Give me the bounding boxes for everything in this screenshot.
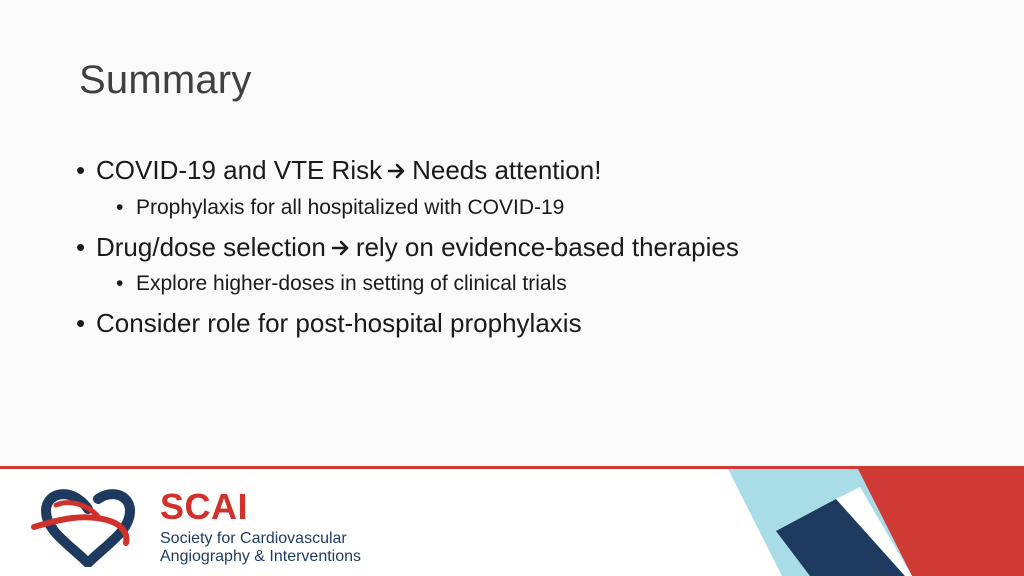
bullet-dot: • — [76, 155, 86, 185]
org-name-line-2: Angiography & Interventions — [160, 548, 362, 565]
bullet-dot: • — [116, 272, 124, 295]
bullet-text-after: Needs attention! — [412, 155, 602, 185]
bullet-text-before: Drug/dose selection — [96, 232, 326, 262]
bullet-text-after: rely on evidence-based therapies — [355, 232, 739, 262]
slide-title: Summary — [79, 58, 252, 102]
bullet-item-3 — [76, 307, 582, 339]
bullet-text-before: COVID-19 and VTE Risk — [96, 155, 383, 185]
bullet-item-2 — [76, 231, 739, 263]
bullet-subitem-1 — [116, 195, 564, 221]
arrow-right-icon — [332, 231, 350, 263]
bullet-dot: • — [76, 308, 86, 338]
brand-name: SCAI — [160, 486, 249, 527]
bullet-subitem-2 — [116, 271, 567, 297]
arrow-right-icon — [388, 154, 406, 186]
bullet-dot: • — [76, 232, 86, 262]
org-name-line-1: Society for Cardiovascular — [160, 530, 347, 547]
decorative-stripes — [0, 469, 1024, 576]
bullet-dot: • — [116, 196, 124, 219]
heart-logo-icon — [30, 483, 150, 572]
footer — [0, 469, 1024, 576]
bullet-text: Consider role for post-hospital prophylaxis — [96, 308, 582, 338]
bullet-text: Prophylaxis for all hospitalized with COVID-19 — [136, 196, 565, 219]
bullet-item-1 — [76, 154, 601, 186]
bullet-text: Explore higher-doses in setting of clinical trials — [136, 272, 567, 295]
